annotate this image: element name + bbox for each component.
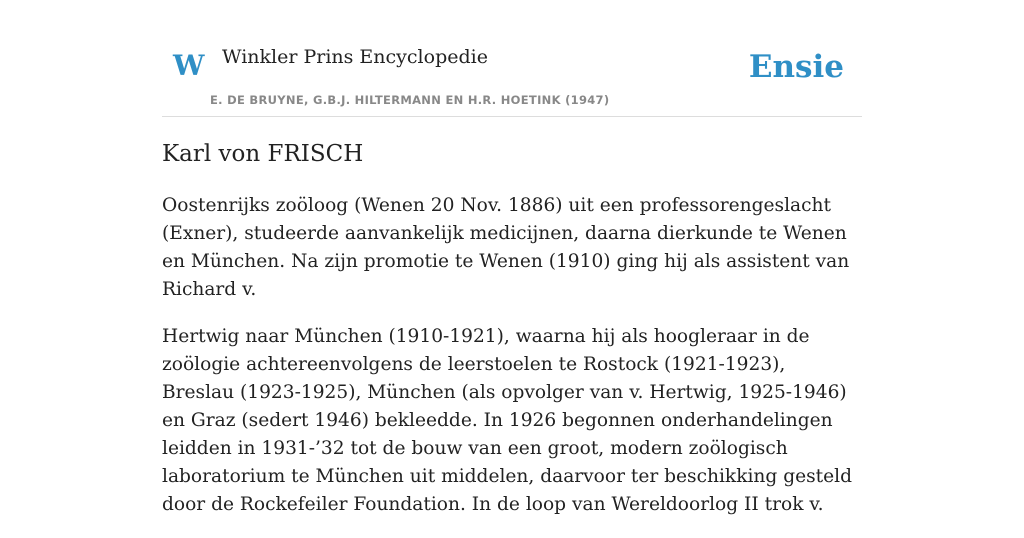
article-paragraph: Oostenrijks zoöloog (Wenen 20 Nov. 1886) uit een professorengeslacht (Exner), studeerde aanvankelijk medicijnen, daarna dierkunde te Wenen en München. Na zijn promotie te Wenen (1910) ging hij als assistent van Richard v.	[162, 195, 850, 300]
source-title-link[interactable]: Winkler Prins Encyclopedie	[222, 46, 488, 68]
source-logo-icon[interactable]: W	[173, 49, 205, 82]
source-authors: E. DE BRUYNE, G.B.J. HILTERMANN EN H.R. HOETINK (1947)	[210, 93, 610, 107]
article-body	[162, 192, 862, 538]
ensie-brand-logo[interactable]: Ensie	[748, 49, 844, 85]
article-paragraph: Hertwig naar München (1910-1921), waarna hij als hoogleraar in de zoölogie achtereenvolgens de leerstoelen te Rostock (1921-1923), Breslau (1923-1925), München (als opvolger van v. Hertwig, 1925-1946) en Graz (sedert 1946) bekleedde. In 1926 begonnen onderhandelingen leidden in 1931-’32 tot de bouw van een groot, modern zoölogisch laboratorium te München uit middelen, daarvoor ter beschikking gesteld door de Rockefeiler Foundation. In de loop van Wereldoorlog II trok v.	[162, 326, 852, 515]
source-header	[162, 30, 862, 117]
article-title: Karl von FRISCH	[162, 141, 364, 167]
